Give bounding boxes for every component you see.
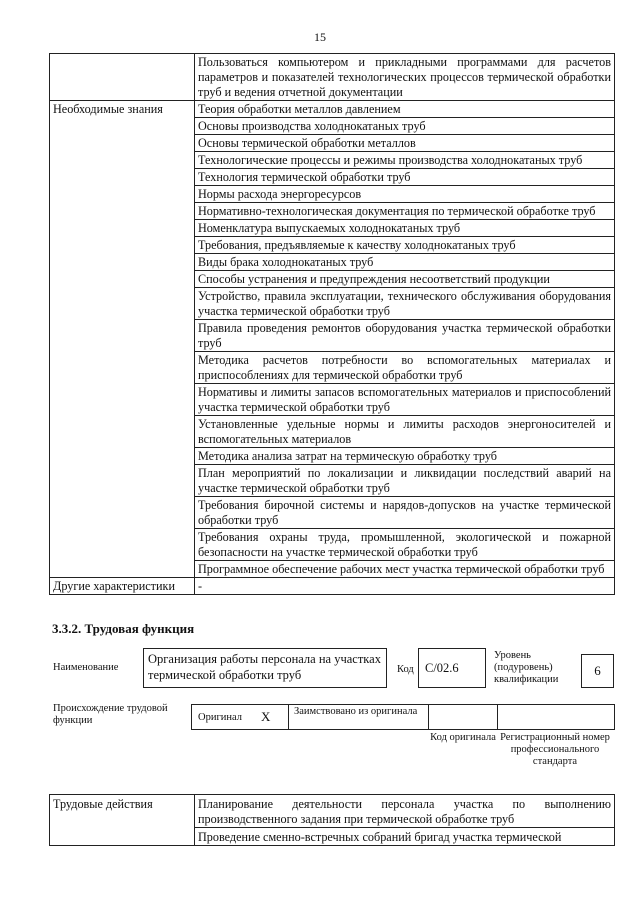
requirement-value: Теория обработки металлов давлением <box>195 101 615 118</box>
actions-label: Трудовые действия <box>50 795 195 846</box>
requirement-value: Устройство, правила эксплуатации, технического обслуживания оборудования участка термической обработки труб <box>195 288 615 320</box>
original-label: Оригинал <box>198 712 242 723</box>
borrowed-label: Заимствовано из оригинала <box>294 706 418 717</box>
requirement-value: Установленные удельные нормы и лимиты расходов энергоносителей и вспомогательных материалов <box>195 416 615 448</box>
name-label: Наименование <box>53 662 119 673</box>
requirement-value: Требования охраны труда, промышленной, экологической и пожарной безопасности на участке термической обработки труб <box>195 529 615 561</box>
action-row <box>50 795 615 828</box>
requirement-value: Основы термической обработки металлов <box>195 135 615 152</box>
requirement-label: Другие характеристики <box>50 578 195 595</box>
requirement-value: Основы производства холоднокатаных труб <box>195 118 615 135</box>
code-label: Код <box>397 664 414 675</box>
level-label: Уровень (подуровень) квалификации <box>494 650 559 685</box>
function-code-value: C/02.6 <box>425 661 459 675</box>
requirement-value: Методика анализа затрат на термическую обработку труб <box>195 448 615 465</box>
requirement-value: Требования, предъявляемые к качеству холоднокатаных труб <box>195 237 615 254</box>
requirement-value: Программное обеспечение рабочих мест участка термической обработки труб <box>195 561 615 578</box>
requirement-value: Нормы расхода энергоресурсов <box>195 186 615 203</box>
origin-divider-2 <box>428 705 429 729</box>
function-name-box <box>143 648 387 688</box>
function-name-value: Организация работы персонала на участках термической обработки труб <box>148 652 381 682</box>
original-mark: X <box>261 709 271 724</box>
requirement-value: Требования бирочной системы и нарядов-допусков на участке термической обработки труб <box>195 497 615 529</box>
requirement-value: Пользоваться компьютером и прикладными программами для расчетов параметров и показателей технологических процессов термической обработки труб и ведения отчетной документации <box>195 54 615 101</box>
level-box <box>581 654 614 688</box>
origin-divider-1 <box>288 705 289 729</box>
requirements-table <box>49 53 615 595</box>
requirement-value: План мероприятий по локализации и ликвидации последствий аварий на участке термической обработки труб <box>195 465 615 497</box>
requirement-value: - <box>195 578 615 595</box>
action-item: Планирование деятельности персонала участка по выполнению производственного задания при термической обработке труб <box>195 795 615 828</box>
requirement-value: Технология термической обработки труб <box>195 169 615 186</box>
requirement-value: Способы устранения и предупреждения несоответствий продукции <box>195 271 615 288</box>
requirement-value: Номенклатура выпускаемых холоднокатаных труб <box>195 220 615 237</box>
page-number: 15 <box>314 30 326 44</box>
requirement-row <box>50 578 615 595</box>
origin-box <box>191 704 615 730</box>
requirement-value: Методика расчетов потребности во вспомогательных материалах и приспособлениях для термической обработки труб <box>195 352 615 384</box>
requirement-value: Технологические процессы и режимы производства холоднокатаных труб <box>195 152 615 169</box>
code-original-caption: Код оригинала <box>430 732 496 743</box>
actions-table <box>49 794 615 846</box>
section-title: 3.3.2. Трудовая функция <box>52 621 195 636</box>
requirement-row <box>50 54 615 101</box>
requirement-label <box>50 54 195 101</box>
level-value: 6 <box>594 663 601 678</box>
requirement-row <box>50 101 615 118</box>
requirement-value: Нормативно-технологическая документация по термической обработке труб <box>195 203 615 220</box>
requirement-label: Необходимые знания <box>50 101 195 578</box>
reg-number-caption: Регистрационный номер профессионального стандарта <box>500 732 610 767</box>
origin-divider-3 <box>497 705 498 729</box>
requirement-value: Правила проведения ремонтов оборудования участка термической обработки труб <box>195 320 615 352</box>
action-item: Проведение сменно-встречных собраний бригад участка термической <box>195 828 615 846</box>
requirement-value: Виды брака холоднокатаных труб <box>195 254 615 271</box>
requirement-value: Нормативы и лимиты запасов вспомогательных материалов и приспособлений участка термической обработки труб <box>195 384 615 416</box>
origin-label: Происхождение трудовой функции <box>53 703 168 726</box>
function-code-box <box>418 648 486 688</box>
